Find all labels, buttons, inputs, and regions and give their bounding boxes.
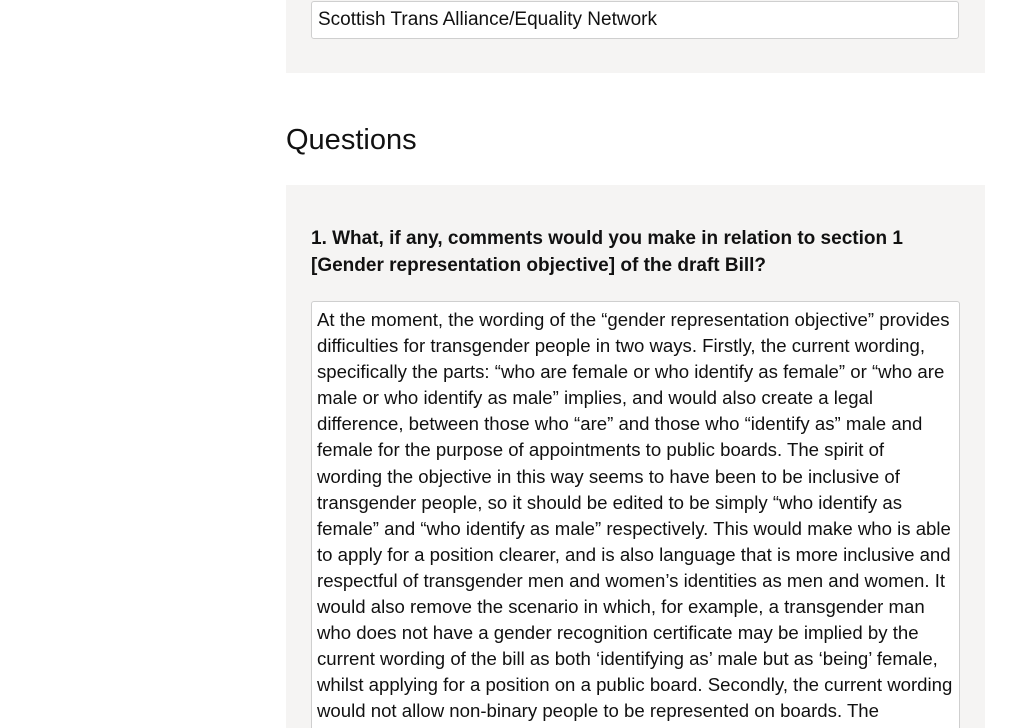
question-1-answer-textarea[interactable] xyxy=(311,301,960,728)
question-1-label: 1. What, if any, comments would you make in relation to section 1 [Gender representation objective] of the draft Bill? xyxy=(311,228,903,276)
questions-heading: Questions xyxy=(286,124,417,156)
question-1-answer-text[interactable]: At the moment, the wording of the “gender representation objective” provides difficulties for transgender people in two ways. Firstly, the current wording, specifically the parts: “who are female or who identify as female” or “who are male or who identify as male” implies, and would also create a legal difference, between those who “are” and those who “identify as” male and female for the purpose of appointments to public boards. The spirit of wording the objective in this way seems to have been to be inclusive of transgender people, so it should be edited to be simply “who identify as female” and “who identify as male” respectively. This would make who is able to apply for a position clearer, and is also language that is more inclusive and respectful of transgender men and women’s identities as men and women. It would also remove the scenario in which, for example, a transgender man who does not have a gender recognition certificate may be implied by the current wording of the bill as both ‘identifying as’ male but as ‘being’ female, whilst applying for a position on a public board. Secondly, the current wording would not allow non-binary people to be represented on boards. The xyxy=(317,309,953,722)
organisation-name-input[interactable] xyxy=(311,1,959,39)
